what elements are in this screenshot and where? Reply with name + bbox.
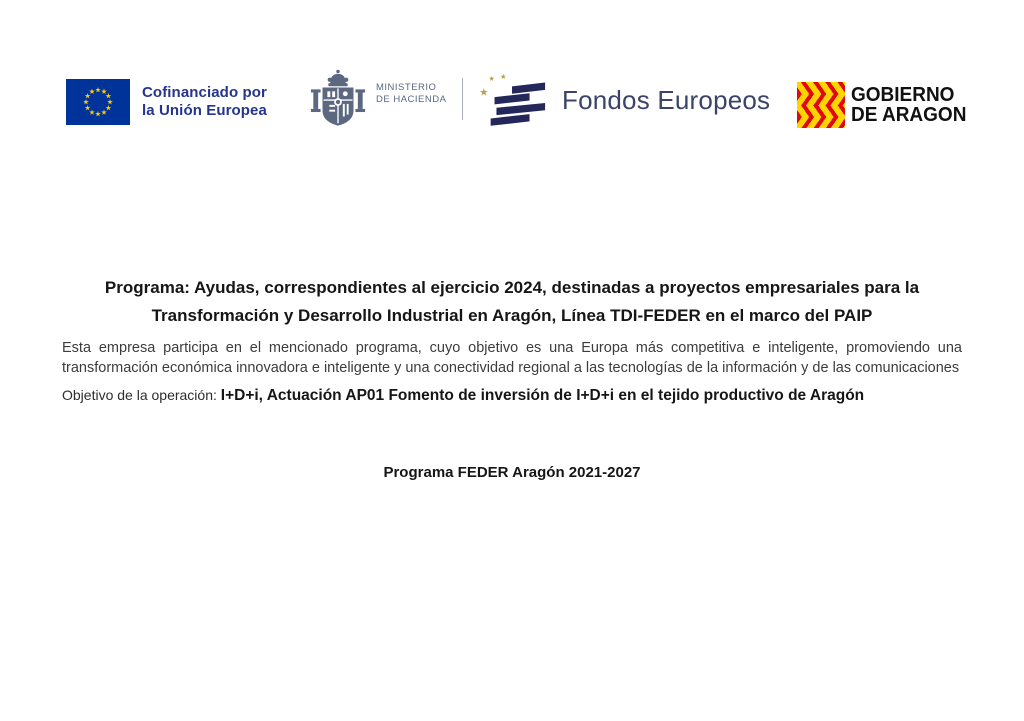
- program-title-line2: Transformación y Desarrollo Industrial en Aragón, Línea TDI-FEDER en el marco del PAIP: [151, 306, 873, 325]
- aragon-label-line2: DE ARAGON: [851, 104, 967, 126]
- fondos-europeos-label: Fondos Europeos: [562, 84, 771, 115]
- ministerio-label-line2: DE HACIENDA: [376, 94, 447, 105]
- operation-objective: [62, 387, 972, 405]
- program-title-line1: Programa: Ayudas, correspondientes al ejercicio 2024, destinadas a proyectos empresariales para la: [104, 278, 920, 297]
- operation-objective-value: I+D+i, Actuación AP01 Fomento de inversión de I+D+i en el tejido productivo de Aragón: [220, 387, 865, 404]
- aragon-logo-label: [851, 85, 966, 125]
- eu-logo-label-line2: la Unión Europea: [142, 102, 267, 119]
- gobierno-aragon-logo: [797, 82, 972, 128]
- program-description: Esta empresa participa en el mencionado programa, cuyo objetivo es una Europa más competitiva e inteligente, promoviendo una transformación económica innovadora e inteligente y una conectividad regional a las tecnologías de la información y de las comunicaciones: [62, 340, 962, 376]
- aragon-emblem-icon: [797, 82, 845, 128]
- ministerio-logo-label: [376, 82, 446, 106]
- program-title: [62, 274, 962, 330]
- feder-program-footer: Programa FEDER Aragón 2021-2027: [383, 464, 641, 481]
- fondos-europeos-logo: [478, 70, 770, 132]
- logo-separator-line: [462, 78, 463, 120]
- aragon-label-line1: GOBIERNO: [851, 84, 955, 106]
- operation-objective-label: Objetivo de la operación:: [62, 387, 221, 403]
- ministerio-label-line1: MINISTERIO: [376, 82, 437, 93]
- spain-coat-of-arms-icon: [308, 68, 368, 134]
- eu-flag-icon: [66, 78, 130, 126]
- fondos-europeos-icon: [478, 70, 548, 132]
- eu-logo-label: [142, 84, 267, 120]
- ministerio-hacienda-logo: [308, 68, 463, 134]
- eu-logo-label-line1: Cofinanciado por: [142, 84, 267, 101]
- eu-cofinanced-logo: [66, 78, 267, 126]
